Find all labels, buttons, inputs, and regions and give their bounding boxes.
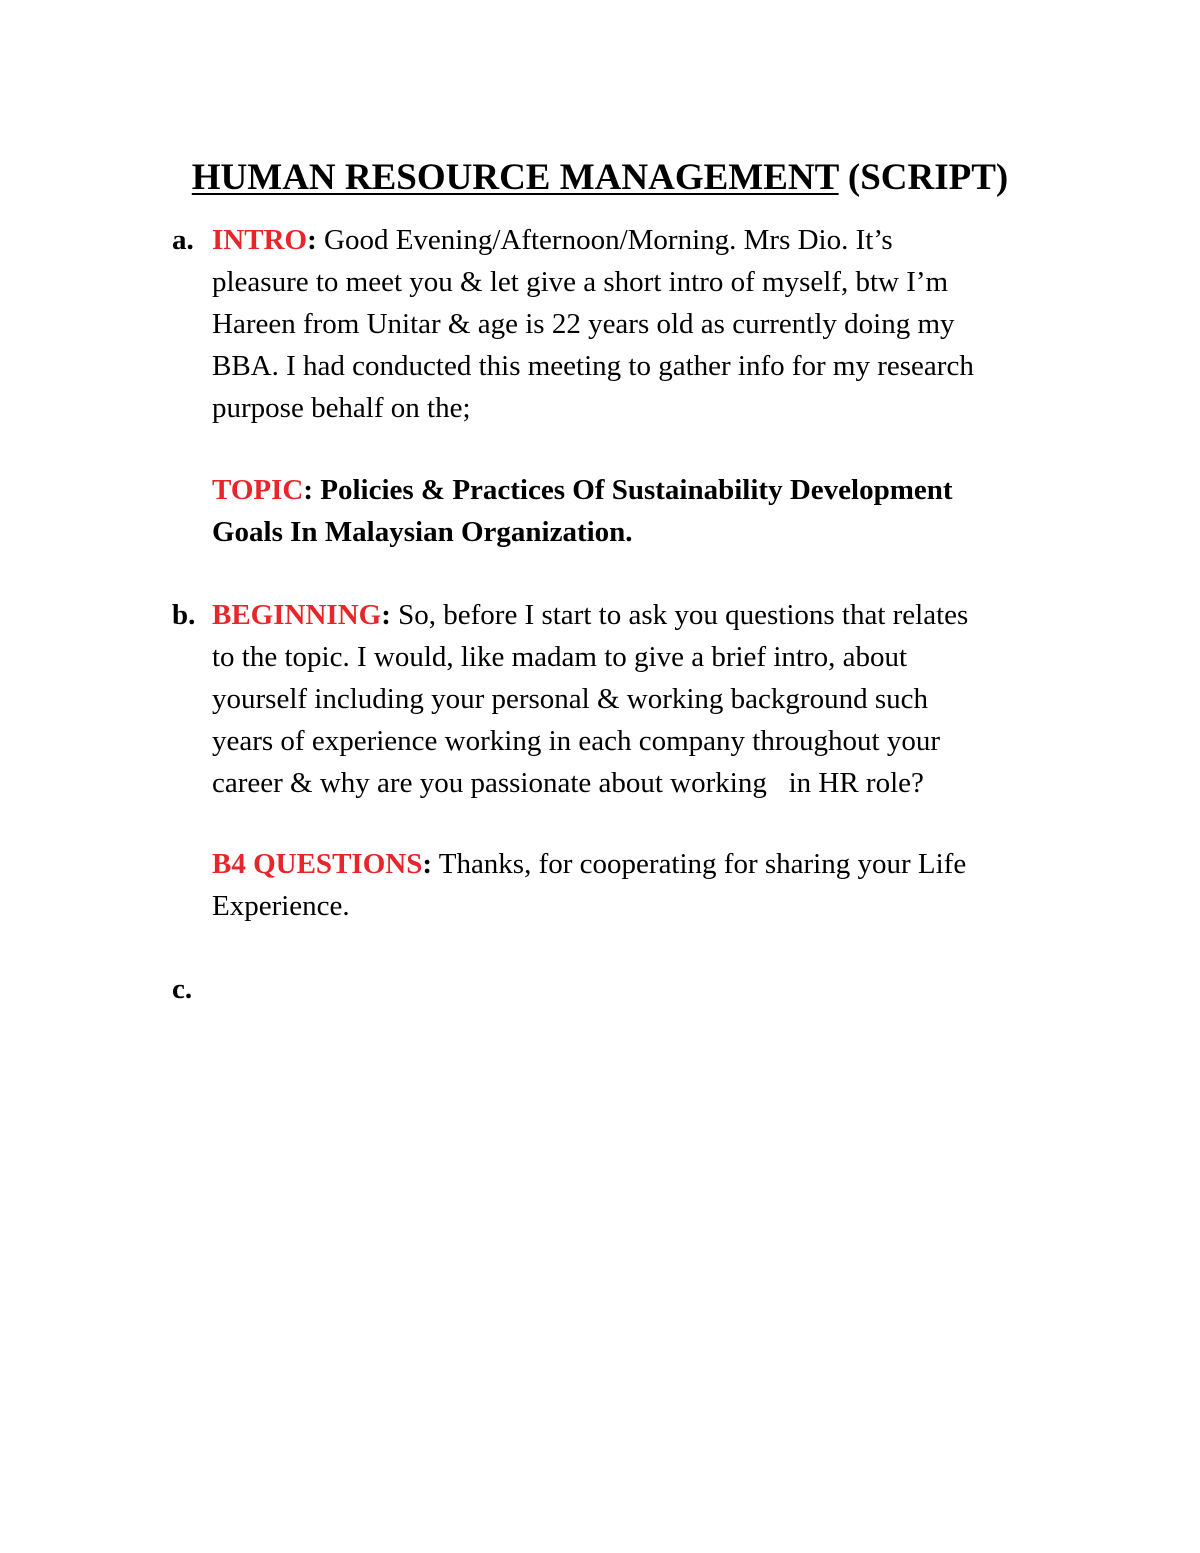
topic-label: TOPIC: bbox=[212, 474, 313, 506]
b4-questions-paragraph bbox=[212, 843, 1092, 927]
intro-line-4: BBA. I had conducted this meeting to gather info for my research bbox=[212, 350, 974, 382]
b4-line-1: B4 QUESTIONS: Thanks, for cooperating for sharing your Life bbox=[212, 848, 967, 880]
intro-line-1: INTRO: Good Evening/Afternoon/Morning. Mrs Dio. It’s bbox=[212, 224, 893, 256]
beginning-paragraph bbox=[212, 594, 1092, 804]
topic-line-2: Goals In Malaysian Organization. bbox=[212, 516, 633, 548]
topic-paragraph bbox=[212, 469, 1092, 553]
intro-line-2: pleasure to meet you & let give a short intro of myself, btw I’m bbox=[212, 266, 949, 298]
list-marker-b: b. bbox=[172, 599, 196, 631]
beginning-line-2: to the topic. I would, like madam to give a brief intro, about bbox=[212, 641, 908, 673]
beginning-line-3: yourself including your personal & working background such bbox=[212, 683, 928, 715]
b4-line-2: Experience. bbox=[212, 890, 350, 922]
title-suffix: (SCRIPT) bbox=[847, 157, 1009, 198]
beginning-line-1: BEGINNING: So, before I start to ask you questions that relates bbox=[212, 599, 969, 631]
topic-line-1: TOPIC: Policies & Practices Of Sustainability Development bbox=[212, 474, 953, 506]
title-main: HUMAN RESOURCE MANAGEMENT bbox=[191, 157, 839, 198]
intro-line-3: Hareen from Unitar & age is 22 years old as currently doing my bbox=[212, 308, 955, 340]
intro-label: INTRO: bbox=[212, 224, 317, 256]
intro-line-5: purpose behalf on the; bbox=[212, 392, 471, 424]
list-marker-a: a. bbox=[172, 224, 194, 256]
list-marker-c: c. bbox=[172, 973, 193, 1005]
intro-paragraph bbox=[212, 219, 1092, 429]
b4-questions-label: B4 QUESTIONS: bbox=[212, 848, 432, 880]
beginning-line-4: years of experience working in each company throughout your bbox=[212, 725, 940, 757]
document-title bbox=[0, 153, 1200, 203]
beginning-label: BEGINNING: bbox=[212, 599, 391, 631]
beginning-line-5: career & why are you passionate about working in HR role? bbox=[212, 767, 924, 799]
